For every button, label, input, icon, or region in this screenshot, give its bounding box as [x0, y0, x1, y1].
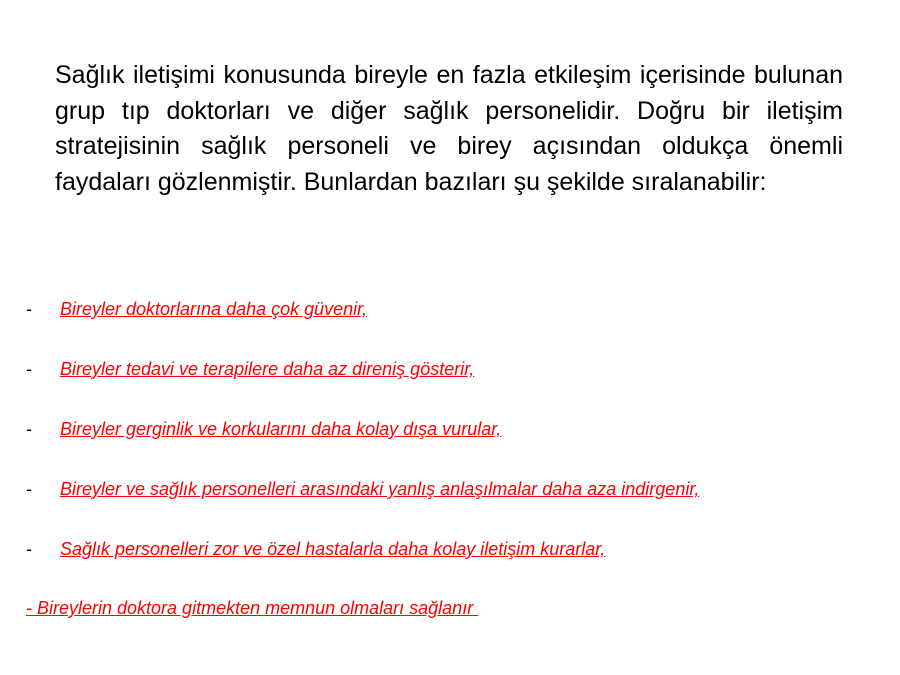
bullet-dash: -: [26, 539, 32, 559]
list-item-text: Sağlık personelleri zor ve özel hastalarla daha kolay iletişim kurarlar,: [60, 539, 606, 559]
bullet-dash: -: [26, 299, 32, 319]
bullet-dash: -: [26, 359, 32, 379]
last-benefit-line: - Bireylerin doktora gitmekten memnun olmaları sağlanır: [26, 598, 479, 618]
list-item: [26, 298, 367, 320]
bullet-dash: -: [26, 419, 32, 439]
list-item: [26, 358, 474, 380]
list-item-text: Bireyler gerginlik ve korkularını daha kolay dışa vurular,: [60, 419, 502, 439]
list-item-text: Bireyler doktorlarına daha çok güvenir,: [60, 299, 368, 319]
intro-paragraph: Sağlık iletişimi konusunda bireyle en fazla etkileşim içerisinde bulunan grup tıp doktorları ve diğer sağlık personelidir. Doğru bir iletişim stratejisinin sağlık personeli ve birey açısından oldukça önemli faydaları gözlenmiştir. Bunlardan bazıları şu şekilde sıralanabilir:: [55, 61, 843, 196]
list-item: [26, 478, 699, 500]
list-item: [26, 418, 501, 440]
list-item-text: Bireyler ve sağlık personelleri arasındaki yanlış anlaşılmalar daha aza indirgenir,: [60, 479, 700, 499]
list-item: [26, 538, 605, 560]
list-item-text: Bireyler tedavi ve terapilere daha az direniş gösterir,: [60, 359, 475, 379]
bullet-dash: -: [26, 479, 32, 499]
